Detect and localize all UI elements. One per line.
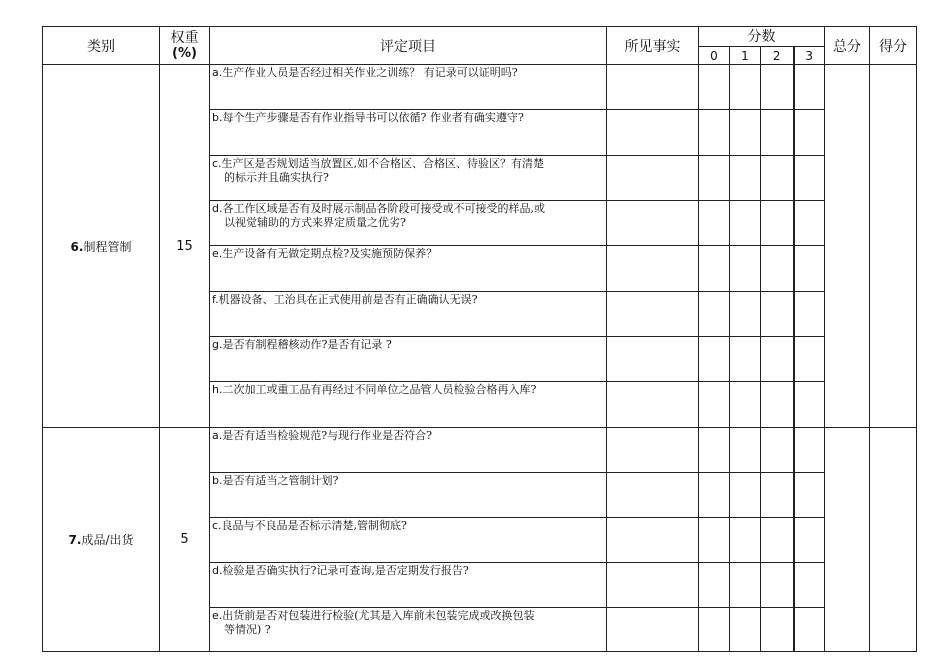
evaluation-table — [42, 26, 917, 652]
item-text: a.是否有适当检验规范?与现行作业是否符合? — [210, 428, 607, 473]
facts-cell[interactable] — [607, 428, 699, 473]
score-cell-0[interactable] — [699, 337, 730, 382]
total-cell[interactable] — [825, 65, 870, 428]
facts-cell[interactable] — [607, 110, 699, 156]
header-total: 总分 — [825, 27, 870, 65]
score-cell-3[interactable] — [794, 246, 825, 292]
score-cell-0[interactable] — [699, 428, 730, 473]
category-cell — [43, 65, 160, 428]
score-cell-1[interactable] — [730, 428, 761, 473]
facts-cell[interactable] — [607, 201, 699, 246]
score-level-3: 3 — [794, 47, 825, 65]
header-score: 分数 — [699, 27, 825, 47]
score-cell-2[interactable] — [761, 156, 794, 201]
score-cell-0[interactable] — [699, 110, 730, 156]
score-cell-0[interactable] — [699, 292, 730, 337]
score-cell-1[interactable] — [730, 518, 761, 563]
header-weight-unit: (%) — [172, 45, 197, 61]
item-text: e.出货前是否对包装进行检验(尤其是入库前未包装完成或改换包装 等情况) ? — [210, 608, 607, 652]
item-text: f.机器设备、工治具在正式使用前是否有正确确认无误? — [210, 292, 607, 337]
item-text: d.检验是否确实执行?记录可查询,是否定期发行报告? — [210, 563, 607, 608]
score-level-1: 1 — [730, 47, 761, 65]
score-cell-2[interactable] — [761, 473, 794, 518]
weight-value: 5 — [160, 428, 210, 652]
category-cell — [43, 428, 160, 652]
score-cell-2[interactable] — [761, 65, 794, 110]
score-cell-3[interactable] — [794, 563, 825, 608]
category-name: 制程管制 — [83, 239, 132, 254]
score-cell-0[interactable] — [699, 608, 730, 652]
facts-cell[interactable] — [607, 473, 699, 518]
category-number: 7. — [68, 533, 82, 547]
score-cell-2[interactable] — [761, 608, 794, 652]
score-cell-3[interactable] — [794, 292, 825, 337]
score-cell-3[interactable] — [794, 201, 825, 246]
score-cell-2[interactable] — [761, 382, 794, 428]
score-cell-1[interactable] — [730, 246, 761, 292]
facts-cell[interactable] — [607, 518, 699, 563]
score-cell-2[interactable] — [761, 518, 794, 563]
score-cell-1[interactable] — [730, 382, 761, 428]
score-cell-1[interactable] — [730, 337, 761, 382]
score-cell-0[interactable] — [699, 563, 730, 608]
score-cell-1[interactable] — [730, 201, 761, 246]
table-row — [43, 428, 917, 473]
score-cell-2[interactable] — [761, 201, 794, 246]
item-text: a.生产作业人员是否经过相关作业之训练？ 有记录可以证明吗? — [210, 65, 607, 110]
table-row — [43, 65, 917, 110]
score-cell-2[interactable] — [761, 563, 794, 608]
facts-cell[interactable] — [607, 563, 699, 608]
score-cell-0[interactable] — [699, 518, 730, 563]
score-cell-1[interactable] — [730, 292, 761, 337]
score-level-0: 0 — [699, 47, 730, 65]
score-cell-3[interactable] — [794, 428, 825, 473]
header-weight — [160, 27, 210, 65]
score-cell-0[interactable] — [699, 246, 730, 292]
category-name: 成品/出货 — [81, 533, 134, 547]
header-category: 类别 — [43, 27, 160, 65]
score-cell-1[interactable] — [730, 65, 761, 110]
score-cell-3[interactable] — [794, 518, 825, 563]
score-cell-0[interactable] — [699, 201, 730, 246]
facts-cell[interactable] — [607, 246, 699, 292]
score-cell-1[interactable] — [730, 563, 761, 608]
score-cell-3[interactable] — [794, 382, 825, 428]
header-weight-label: 权重 — [170, 29, 199, 46]
item-text: g.是否有制程稽核动作?是否有记录 ? — [210, 337, 607, 382]
facts-cell[interactable] — [607, 382, 699, 428]
score-cell-1[interactable] — [730, 608, 761, 652]
facts-cell[interactable] — [607, 65, 699, 110]
facts-cell[interactable] — [607, 156, 699, 201]
facts-cell[interactable] — [607, 292, 699, 337]
facts-cell[interactable] — [607, 608, 699, 652]
item-text: h.二次加工或重工品有再经过不同单位之品管人员检验合格再入库? — [210, 382, 607, 428]
item-text: e.生产设备有无做定期点检?及实施预防保养？ — [210, 246, 607, 292]
score-level-2: 2 — [761, 47, 794, 65]
header-items: 评定项目 — [210, 27, 607, 65]
score-cell-0[interactable] — [699, 65, 730, 110]
score-cell-0[interactable] — [699, 156, 730, 201]
score-cell-3[interactable] — [794, 337, 825, 382]
score-cell-3[interactable] — [794, 608, 825, 652]
weight-value: 15 — [160, 65, 210, 428]
facts-cell[interactable] — [607, 337, 699, 382]
score-cell-2[interactable] — [761, 337, 794, 382]
score-cell-0[interactable] — [699, 382, 730, 428]
score-cell-0[interactable] — [699, 473, 730, 518]
obtained-cell[interactable] — [870, 65, 917, 428]
score-cell-2[interactable] — [761, 110, 794, 156]
total-cell[interactable] — [825, 428, 870, 652]
item-text: b.是否有适当之管制计划? — [210, 473, 607, 518]
header-obtained: 得分 — [870, 27, 917, 65]
score-cell-2[interactable] — [761, 246, 794, 292]
score-cell-2[interactable] — [761, 428, 794, 473]
obtained-cell[interactable] — [870, 428, 917, 652]
score-cell-3[interactable] — [794, 156, 825, 201]
score-cell-3[interactable] — [794, 473, 825, 518]
score-cell-1[interactable] — [730, 156, 761, 201]
item-text: d.各工作区域是否有及时展示制品各阶段可接受或不可接受的样品,或 以视觉辅助的方式来界定质量之优劣? — [210, 201, 607, 246]
score-cell-2[interactable] — [761, 292, 794, 337]
item-text: c.生产区是否规划适当放置区,如不合格区、合格区、待验区？有清楚 的标示并且确实执行? — [210, 156, 607, 201]
header-facts: 所见事实 — [607, 27, 699, 65]
item-text: b.每个生产步骤是否有作业指导书可以依循? 作业者有确实遵守? — [210, 110, 607, 156]
score-cell-3[interactable] — [794, 110, 825, 156]
score-cell-3[interactable] — [794, 65, 825, 110]
item-text: c.良品与不良品是否标示清楚,管制彻底? — [210, 518, 607, 563]
category-number: 6. — [70, 239, 84, 254]
score-cell-1[interactable] — [730, 110, 761, 156]
score-cell-1[interactable] — [730, 473, 761, 518]
